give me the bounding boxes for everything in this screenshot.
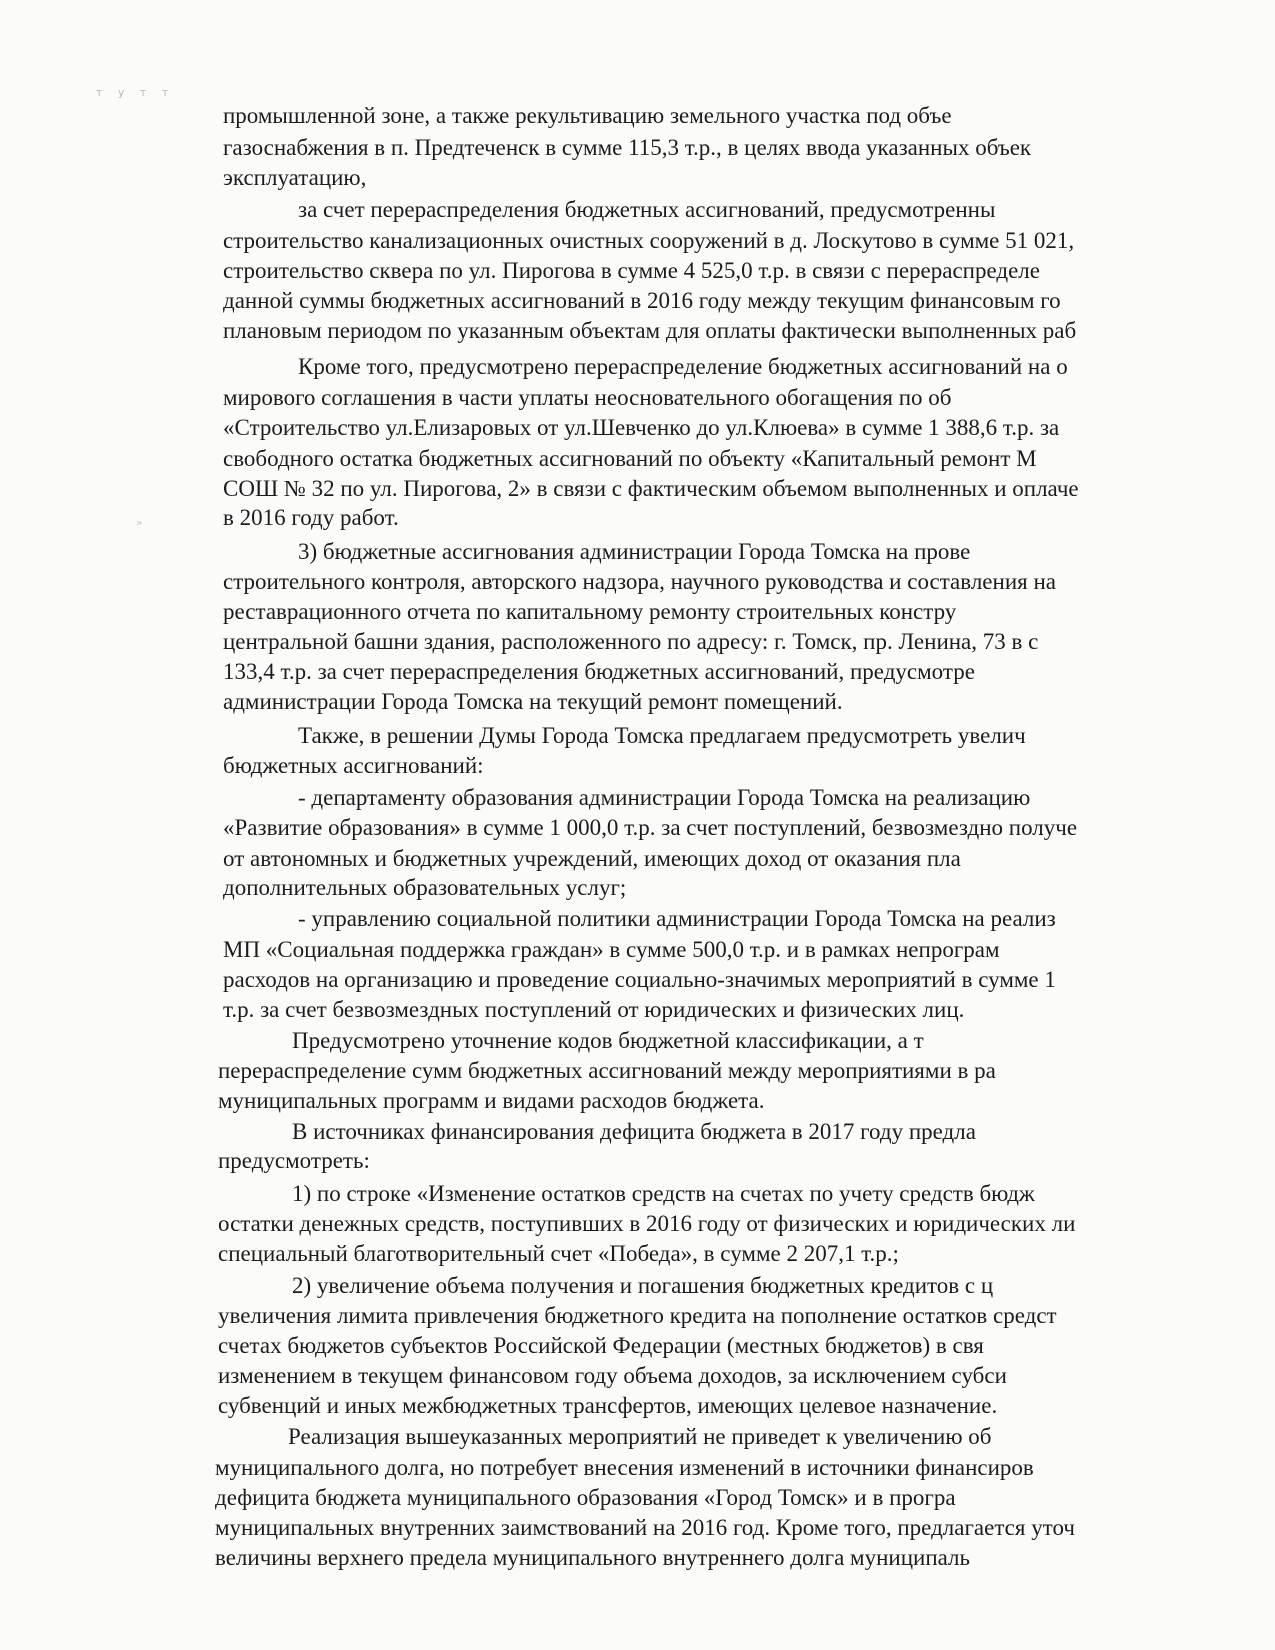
text-line: реставрационного отчета по капитальному ремонту строительных констру [223, 599, 957, 624]
text-line: специальный благотворительный счет «Победа», в сумме 2 207,1 т.р.; [218, 1241, 899, 1266]
text-line: муниципальных программ и видами расходов бюджета. [218, 1088, 765, 1113]
text-line: муниципальных внутренних заимствований на 2016 год. Кроме того, предлагается уточ [215, 1515, 1075, 1540]
text-line: администрации Города Томска на текущий ремонт помещений. [223, 689, 843, 714]
text-line: 2) увеличение объема получения и погашения бюджетных кредитов с ц [292, 1273, 994, 1298]
text-line: - департаменту образования администрации Города Томска на реализацию [298, 785, 1031, 810]
text-line: 3) бюджетные ассигнования администрации Города Томска на прове [298, 539, 971, 564]
text-line: СОШ № 32 по ул. Пирогова, 2» в связи с фактическим объемом выполненных и оплаче [223, 476, 1079, 501]
text-line: данной суммы бюджетных ассигнований в 2016 году между текущим финансовым го [223, 288, 1061, 313]
text-line: изменением в текущем финансовом году объема доходов, за исключением субси [218, 1363, 1007, 1388]
text-line: перераспределение сумм бюджетных ассигнований между мероприятиями в ра [218, 1058, 996, 1083]
text-line: строительство сквера по ул. Пирогова в сумме 4 525,0 т.р. в связи с перераспределе [223, 258, 1040, 283]
text-line: расходов на организацию и проведение социально-значимых мероприятий в сумме 1 [223, 967, 1056, 992]
text-line: промышленной зоне, а также рекультивацию земельного участка под объе [223, 103, 952, 128]
text-line: остатки денежных средств, поступивших в 2016 году от физических и юридических ли [218, 1211, 1076, 1236]
stray-scan-mark: » [136, 516, 143, 529]
text-line: 1) по строке «Изменение остатков средств на счетах по учету средств бюдж [292, 1181, 1035, 1206]
text-line: «Развитие образования» в сумме 1 000,0 т.р. за счет поступлений, безвозмездно получе [223, 815, 1078, 840]
text-line: В источниках финансирования дефицита бюджета в 2017 году предла [292, 1119, 976, 1144]
text-line: предусмотреть: [218, 1148, 370, 1173]
text-line: Кроме того, предусмотрено перераспределение бюджетных ассигнований на о [298, 354, 1068, 379]
text-line: дефицита бюджета муниципального образования «Город Томск» и в програ [215, 1485, 956, 1510]
text-line: т.р. за счет безвозмездных поступлений от юридических и физических лиц. [223, 997, 965, 1022]
text-line: величины верхнего предела муниципального внутреннего долга муниципаль [215, 1545, 971, 1570]
text-line: в 2016 году работ. [223, 505, 399, 530]
text-line: счетах бюджетов субъектов Российской Федерации (местных бюджетов) в свя [218, 1333, 984, 1358]
text-line: - управлению социальной политики администрации Города Томска на реализ [298, 906, 1056, 931]
text-line: центральной башни здания, расположенного по адресу: г. Томск, пр. Ленина, 73 в с [223, 629, 1039, 654]
text-line: эксплуатацию, [223, 165, 367, 190]
text-line: «Строительство ул.Елизаровых от ул.Шевченко до ул.Клюева» в сумме 1 388,6 т.р. за [223, 415, 1060, 440]
text-line: мирового соглашения в части уплаты неосновательного обогащения по об [223, 385, 952, 410]
text-line: плановым периодом по указанным объектам для оплаты фактически выполненных раб [223, 318, 1077, 343]
text-line: Предусмотрено уточнение кодов бюджетной классификации, а т [292, 1028, 924, 1053]
text-line: увеличения лимита привлечения бюджетного кредита на пополнение остатков средст [218, 1303, 1057, 1328]
text-line: от автономных и бюджетных учреждений, имеющих доход от оказания пла [223, 846, 961, 871]
text-line: дополнительных образовательных услуг; [223, 875, 627, 900]
text-line: МП «Социальная поддержка граждан» в сумме 500,0 т.р. и в рамках непрограм [223, 937, 1000, 962]
text-line: за счет перераспределения бюджетных ассигнований, предусмотренны [298, 197, 996, 222]
text-line: строительного контроля, авторского надзора, научного руководства и составления на [223, 569, 1056, 594]
text-line: Также, в решении Думы Города Томска предлагаем предусмотреть увелич [298, 723, 1026, 748]
margin-scan-mark: т у т т [96, 86, 175, 99]
text-line: Реализация вышеуказанных мероприятий не приведет к увеличению об [288, 1424, 992, 1449]
text-line: строительство канализационных очистных сооружений в д. Лоскутово в сумме 51 021, [223, 228, 1075, 253]
text-line: газоснабжения в п. Предтеченск в сумме 115,3 т.р., в целях ввода указанных объек [223, 135, 1032, 160]
text-line: свободного остатка бюджетных ассигнований по объекту «Капитальный ремонт М [223, 446, 1037, 471]
text-line: 133,4 т.р. за счет перераспределения бюджетных ассигнований, предусмотре [223, 659, 975, 684]
text-line: субвенций и иных межбюджетных трансфертов, имеющих целевое назначение. [218, 1393, 998, 1418]
text-line: муниципального долга, но потребует внесения изменений в источники финансиров [215, 1455, 1034, 1480]
text-line: бюджетных ассигнований: [223, 753, 484, 778]
